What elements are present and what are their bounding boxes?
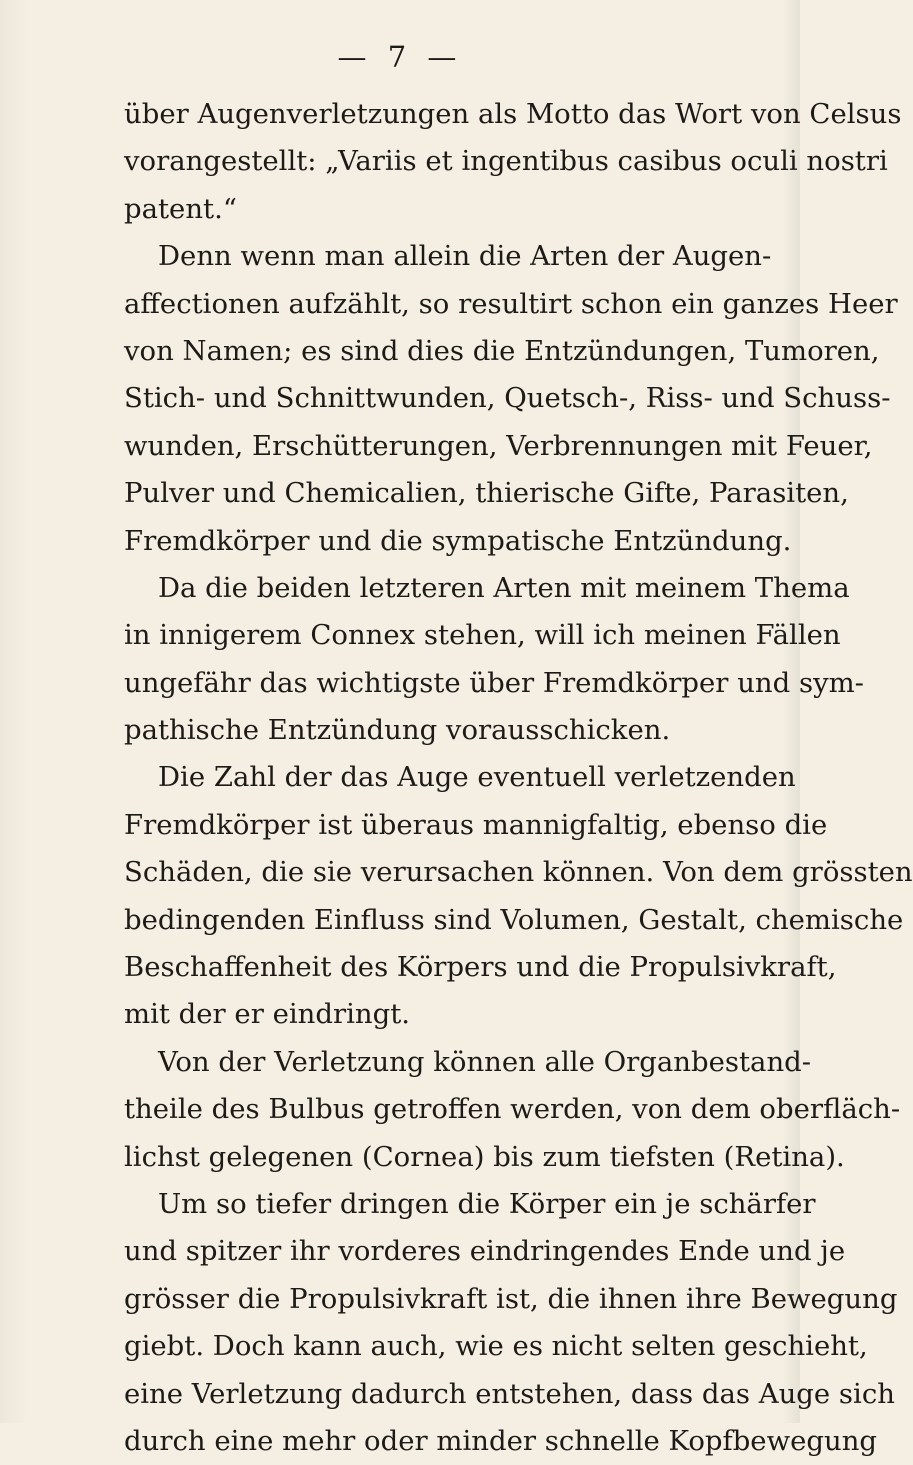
text-line: lichst gelegenen (Cornea) bis zum tiefsten (Retina). bbox=[124, 1140, 845, 1173]
text-line: ungefähr das wichtigste über Fremdkörper und sym- bbox=[124, 666, 864, 699]
text-line: mit der er eindringt. bbox=[124, 998, 411, 1031]
text-line: durch eine mehr oder minder schnelle Kopfbewegung bbox=[124, 1424, 878, 1457]
page-number: — 7 — bbox=[337, 40, 463, 74]
text-line: über Augenverletzungen als Motto das Wort von Celsus bbox=[124, 98, 902, 130]
text-line: Denn wenn man allein die Arten der Augen- bbox=[158, 240, 772, 273]
text-line: Pulver und Chemicalien, thierische Gifte, Parasiten, bbox=[124, 477, 849, 510]
text-line: von Namen; es sind dies die Entzündungen, Tumoren, bbox=[124, 334, 880, 367]
text-line: Da die beiden letzteren Arten mit meinem Thema bbox=[158, 571, 850, 604]
text-line: eine Verletzung dadurch entstehen, dass das Auge sich bbox=[124, 1377, 895, 1410]
text-line: grösser die Propulsivkraft ist, die ihnen ihre Bewegung bbox=[124, 1282, 898, 1315]
text-line: Um so tiefer dringen die Körper ein je schärfer bbox=[158, 1187, 816, 1220]
text-line: Fremdkörper ist überaus mannigfaltig, ebenso die bbox=[124, 808, 828, 841]
text-line: affectionen aufzählt, so resultirt schon ein ganzes Heer bbox=[124, 287, 898, 320]
text-line: und spitzer ihr vorderes eindringendes Ende und je bbox=[124, 1235, 846, 1268]
text-line: Schäden, die sie verursachen können. Von dem grössten bbox=[124, 856, 913, 889]
text-line: Beschaffenheit des Körpers und die Propulsivkraft, bbox=[124, 951, 837, 984]
text-line: Die Zahl der das Auge eventuell verletzenden bbox=[158, 761, 796, 794]
text-line: giebt. Doch kann auch, wie es nicht selten geschieht, bbox=[124, 1330, 868, 1363]
text-line: bedingenden Einfluss sind Volumen, Gestalt, chemische bbox=[124, 903, 904, 936]
text-line: Fremdkörper und die sympatische Entzündung. bbox=[124, 524, 792, 557]
text-line: in innigerem Connex stehen, will ich meinen Fällen bbox=[124, 619, 841, 652]
text-line: Stich- und Schnittwunden, Quetsch-, Riss- und Schuss- bbox=[124, 382, 891, 415]
text-line: theile des Bulbus getroffen werden, von dem oberfläch- bbox=[124, 1093, 901, 1126]
text-line: pathische Entzündung vorausschicken. bbox=[124, 714, 671, 747]
text-line: patent.“ bbox=[124, 192, 237, 225]
text-line: Von der Verletzung können alle Organbestand- bbox=[158, 1045, 812, 1078]
text-line: wunden, Erschütterungen, Verbrennungen mit Feuer, bbox=[124, 429, 873, 462]
text-line: vorangestellt: „Variis et ingentibus casibus oculi nostri bbox=[124, 145, 888, 178]
body-text bbox=[124, 91, 913, 1465]
